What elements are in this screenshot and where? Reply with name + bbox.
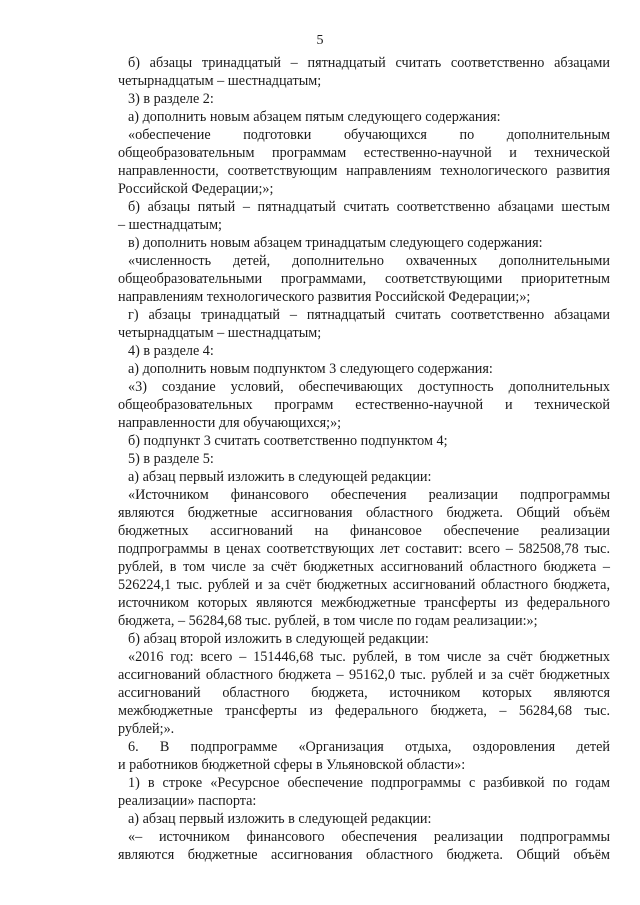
text-line (0, 738, 640, 756)
text-line-content: 6. В подпрограмме «Организация отдыха, оздоровления детей (128, 739, 610, 755)
text-line-content: а) дополнить новым подпунктом 3 следующего содержания: (128, 361, 493, 377)
text-line-content: четырнадцатым – шестнадцатым; (118, 73, 322, 89)
text-line (0, 648, 640, 666)
text-line-content: бюджетных ассигнований на финансовое обеспечение реализации (118, 523, 610, 539)
text-line-content: направленности, соответствующим направлениям технологического развития (118, 163, 610, 179)
text-line-content: и работников бюджетной сферы в Ульяновской области»: (118, 757, 466, 773)
text-line (0, 486, 640, 504)
text-line-content: «обеспечение подготовки обучающихся по дополнительным (128, 127, 610, 143)
text-line-content: «– источником финансового обеспечения реализации подпрограммы (128, 829, 610, 845)
text-line-content: общеобразовательными программами, соответствующими приоритетным (118, 271, 610, 287)
text-line-content: – шестнадцатым; (118, 217, 222, 233)
text-line-content: 4) в разделе 4: (128, 343, 214, 359)
text-line-content: а) дополнить новым абзацем пятым следующего содержания: (128, 109, 501, 125)
text-line-content: «2016 год: всего – 151446,68 тыс. рублей, в том числе за счёт бюджетных (128, 649, 610, 665)
text-line (0, 468, 640, 486)
text-line-content: 1) в строке «Ресурсное обеспечение подпрограммы с разбивкой по годам (128, 775, 610, 791)
text-line-content: «Источником финансового обеспечения реализации подпрограммы (128, 487, 610, 503)
text-line (0, 666, 640, 684)
text-line (0, 432, 640, 450)
text-line-content: 5) в разделе 5: (128, 451, 214, 467)
text-line-content: ассигнований областного бюджета – 95162,0 тыс. рублей и за счёт бюджетных (118, 667, 610, 683)
text-line (0, 180, 640, 198)
text-line (0, 558, 640, 576)
text-line-content: бюджета, – 56284,68 тыс. рублей, в том числе по годам реализации:»; (118, 613, 538, 629)
text-line (0, 252, 640, 270)
text-line (0, 342, 640, 360)
text-line-content: Российской Федерации;»; (118, 181, 274, 197)
text-line (0, 576, 640, 594)
text-line (0, 756, 640, 774)
text-line-content: в) дополнить новым абзацем тринадцатым следующего содержания: (128, 235, 543, 251)
text-line-content: а) абзац первый изложить в следующей редакции: (128, 469, 432, 485)
text-line-content: б) абзац второй изложить в следующей редакции: (128, 631, 429, 647)
text-line-content: межбюджетные трансферты из федерального бюджета, – 56284,68 тыс. (118, 703, 610, 719)
text-line (0, 126, 640, 144)
text-line (0, 378, 640, 396)
text-line-content: направлениям технологического развития Российской Федерации;»; (118, 289, 531, 305)
text-line (0, 216, 640, 234)
text-line-content: источником которых являются межбюджетные трансферты из федерального (118, 595, 610, 611)
text-line (0, 846, 640, 864)
text-line-content: «3) создание условий, обеспечивающих доступность дополнительных (128, 379, 610, 395)
text-line (0, 540, 640, 558)
text-line-content: 526224,1 тыс. рублей и за счёт бюджетных ассигнований областного бюджета, (118, 577, 610, 593)
text-line-content: рублей, в том числе за счёт бюджетных ассигнований областного бюджета – (118, 559, 610, 575)
text-line (0, 144, 640, 162)
text-line (0, 792, 640, 810)
text-line (0, 702, 640, 720)
text-line (0, 234, 640, 252)
text-line (0, 54, 640, 72)
text-line (0, 594, 640, 612)
text-line (0, 270, 640, 288)
text-line-content: «численность детей, дополнительно охваченных дополнительными (128, 253, 610, 269)
text-line (0, 522, 640, 540)
text-line-content: общеобразовательных программ естественно-научной и технической (118, 397, 610, 413)
text-line (0, 684, 640, 702)
text-line (0, 162, 640, 180)
text-line-content: являются бюджетные ассигнования областного бюджета. Общий объём (118, 505, 610, 521)
text-line-content: ассигнований областного бюджета, источником которых являются (118, 685, 610, 701)
text-line (0, 324, 640, 342)
text-line-content: общеобразовательным программам естественно-научной и технической (118, 145, 610, 161)
text-line-content: направленности для обучающихся;»; (118, 415, 342, 431)
text-line (0, 450, 640, 468)
page-number: 5 (316, 33, 324, 48)
text-line-content: б) подпункт 3 считать соответственно подпунктом 4; (128, 433, 448, 449)
text-line-content: б) абзацы тринадцатый – пятнадцатый считать соответственно абзацами (128, 55, 610, 71)
text-line-content: рублей;». (118, 721, 175, 737)
text-line (0, 630, 640, 648)
text-line (0, 720, 640, 738)
text-line (0, 414, 640, 432)
text-line (0, 810, 640, 828)
text-line (0, 360, 640, 378)
text-line-content: являются бюджетные ассигнования областного бюджета. Общий объём (118, 847, 610, 863)
text-line (0, 612, 640, 630)
text-line (0, 396, 640, 414)
text-line-content: реализации» паспорта: (118, 793, 257, 809)
text-line-content: четырнадцатым – шестнадцатым; (118, 325, 322, 341)
text-line (0, 72, 640, 90)
text-line (0, 90, 640, 108)
text-line-content: 3) в разделе 2: (128, 91, 214, 107)
text-line (0, 198, 640, 216)
text-line-content: подпрограммы в ценах соответствующих лет составит: всего – 582508,78 тыс. (118, 541, 610, 557)
text-line (0, 774, 640, 792)
text-line-content: г) абзацы тринадцатый – пятнадцатый считать соответственно абзацами (128, 307, 610, 323)
text-line (0, 288, 640, 306)
text-line-content: б) абзацы пятый – пятнадцатый считать соответственно абзацами шестым (128, 199, 610, 215)
text-line (0, 828, 640, 846)
text-line (0, 504, 640, 522)
text-line-content: а) абзац первый изложить в следующей редакции: (128, 811, 432, 827)
text-line (0, 108, 640, 126)
text-line (0, 306, 640, 324)
